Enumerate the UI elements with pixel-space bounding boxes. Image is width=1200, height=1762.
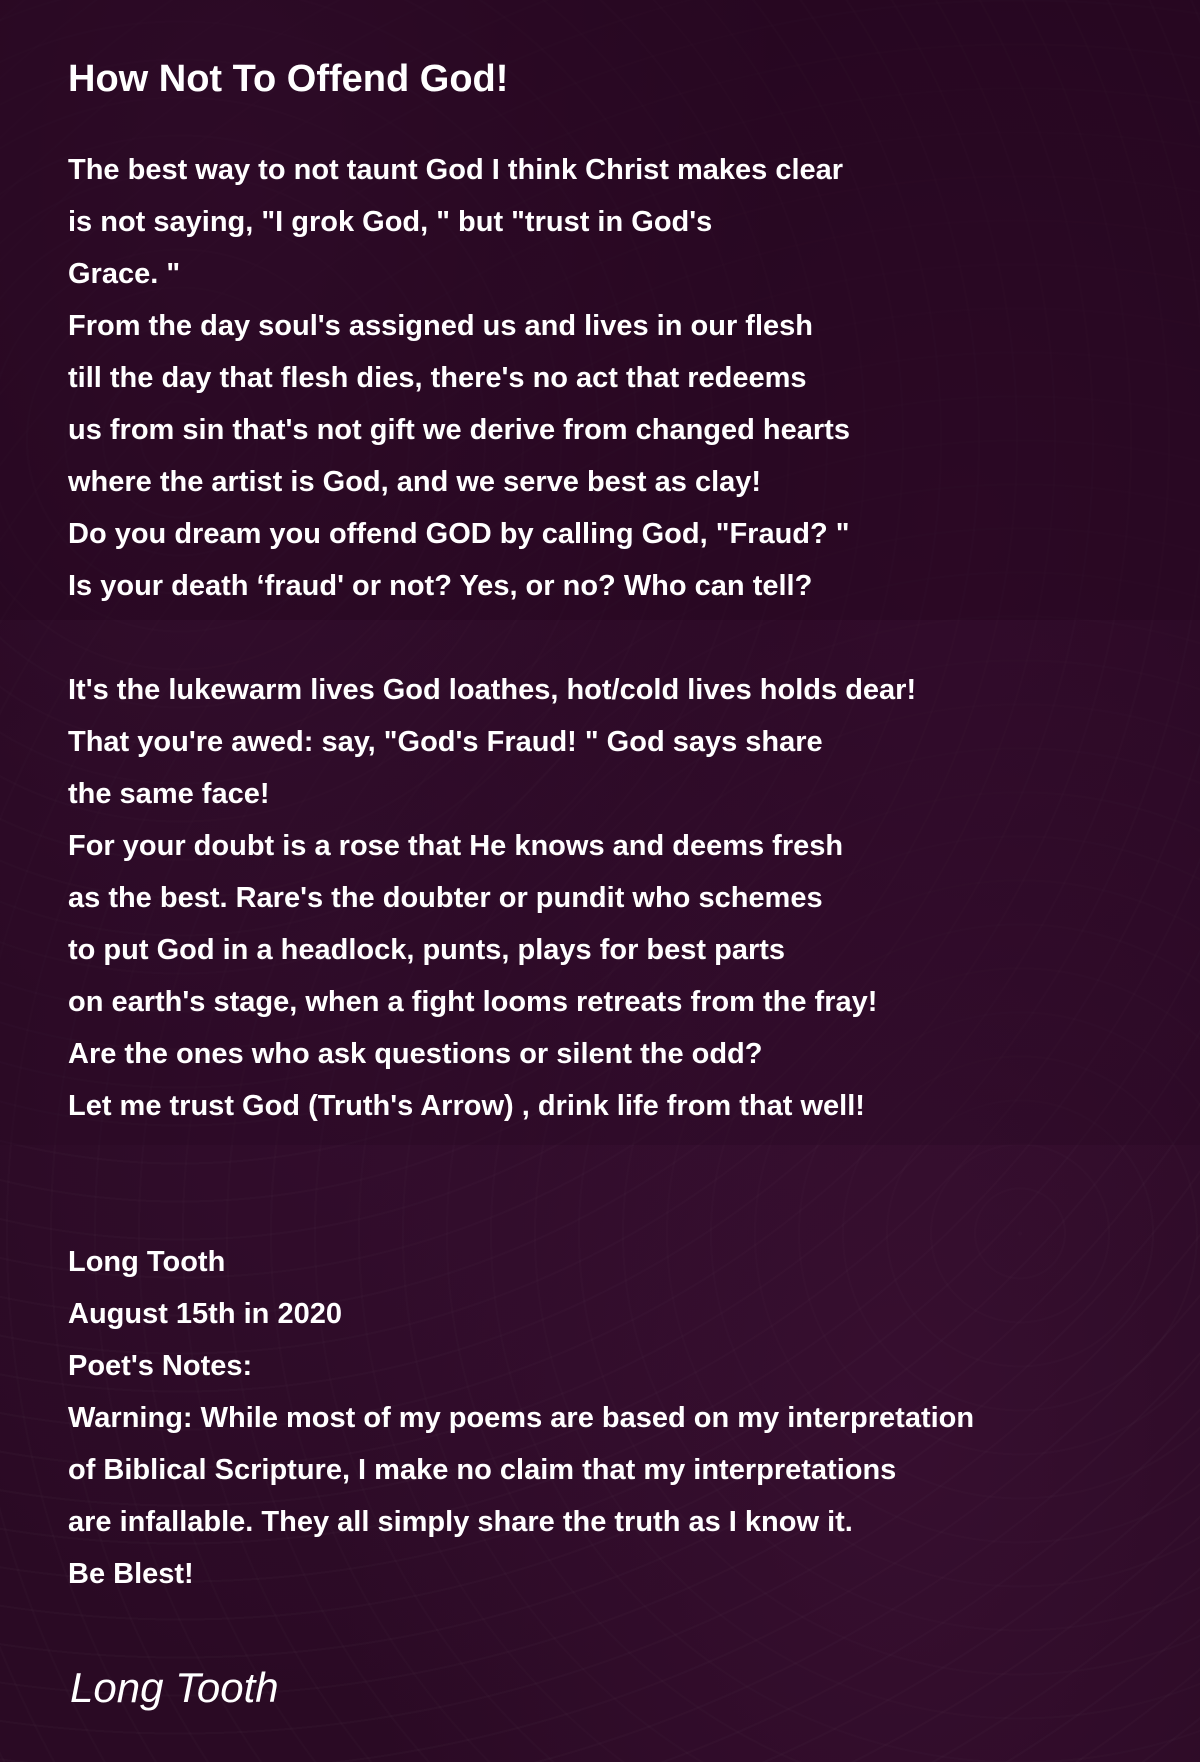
poem-title: How Not To Offend God! xyxy=(68,58,509,100)
footer-author: Long Tooth xyxy=(68,1246,226,1278)
poem-line: as the best. Rare's the doubter or pundit who schemes xyxy=(68,882,823,914)
stanza-break xyxy=(68,612,1168,664)
poem-line: From the day soul's assigned us and lives in our flesh xyxy=(68,310,813,342)
poem-line: Do you dream you offend GOD by calling God, "Fraud? " xyxy=(68,518,850,550)
poem-stanza-2 xyxy=(68,664,1168,1132)
poem-footer xyxy=(68,1236,1168,1600)
poem-line: That you're awed: say, "God's Fraud! " God says share xyxy=(68,726,823,758)
poem-line: us from sin that's not gift we derive from changed hearts xyxy=(68,414,850,446)
poem-line: where the artist is God, and we serve best as clay! xyxy=(68,466,762,498)
poem-line: Is your death ‘fraud' or not? Yes, or no? Who can tell? xyxy=(68,570,813,602)
poem-stanza-1 xyxy=(68,144,1168,612)
poem-line: the same face! xyxy=(68,778,270,810)
footer-note-line: of Biblical Scripture, I make no claim that my interpretations xyxy=(68,1454,897,1486)
poem-line: It's the lukewarm lives God loathes, hot/cold lives holds dear! xyxy=(68,674,917,706)
footer-sign-off: Be Blest! xyxy=(68,1558,194,1590)
poem-line: Are the ones who ask questions or silent the odd? xyxy=(68,1038,763,1070)
poem-line: is not saying, "I grok God, " but "trust in God's xyxy=(68,206,713,238)
footer-notes-heading: Poet's Notes: xyxy=(68,1350,253,1382)
poem-container xyxy=(68,50,1168,1600)
poem-line: Grace. " xyxy=(68,258,181,290)
stanza-break xyxy=(68,1132,1168,1184)
poem-line: Let me trust God (Truth's Arrow) , drink life from that well! xyxy=(68,1090,865,1122)
poem-line: on earth's stage, when a fight looms retreats from the fray! xyxy=(68,986,878,1018)
stanza-break xyxy=(68,1184,1168,1236)
poem-line: For your doubt is a rose that He knows and deems fresh xyxy=(68,830,844,862)
poem-line: till the day that flesh dies, there's no act that redeems xyxy=(68,362,807,394)
footer-note-line: Warning: While most of my poems are based on my interpretation xyxy=(68,1402,975,1434)
poem-line: The best way to not taunt God I think Christ makes clear xyxy=(68,154,844,186)
footer-note-line: are infallable. They all simply share the truth as I know it. xyxy=(68,1506,853,1538)
author-signature: Long Tooth xyxy=(70,1664,279,1711)
footer-date: August 15th in 2020 xyxy=(68,1298,342,1330)
poem-line: to put God in a headlock, punts, plays for best parts xyxy=(68,934,786,966)
